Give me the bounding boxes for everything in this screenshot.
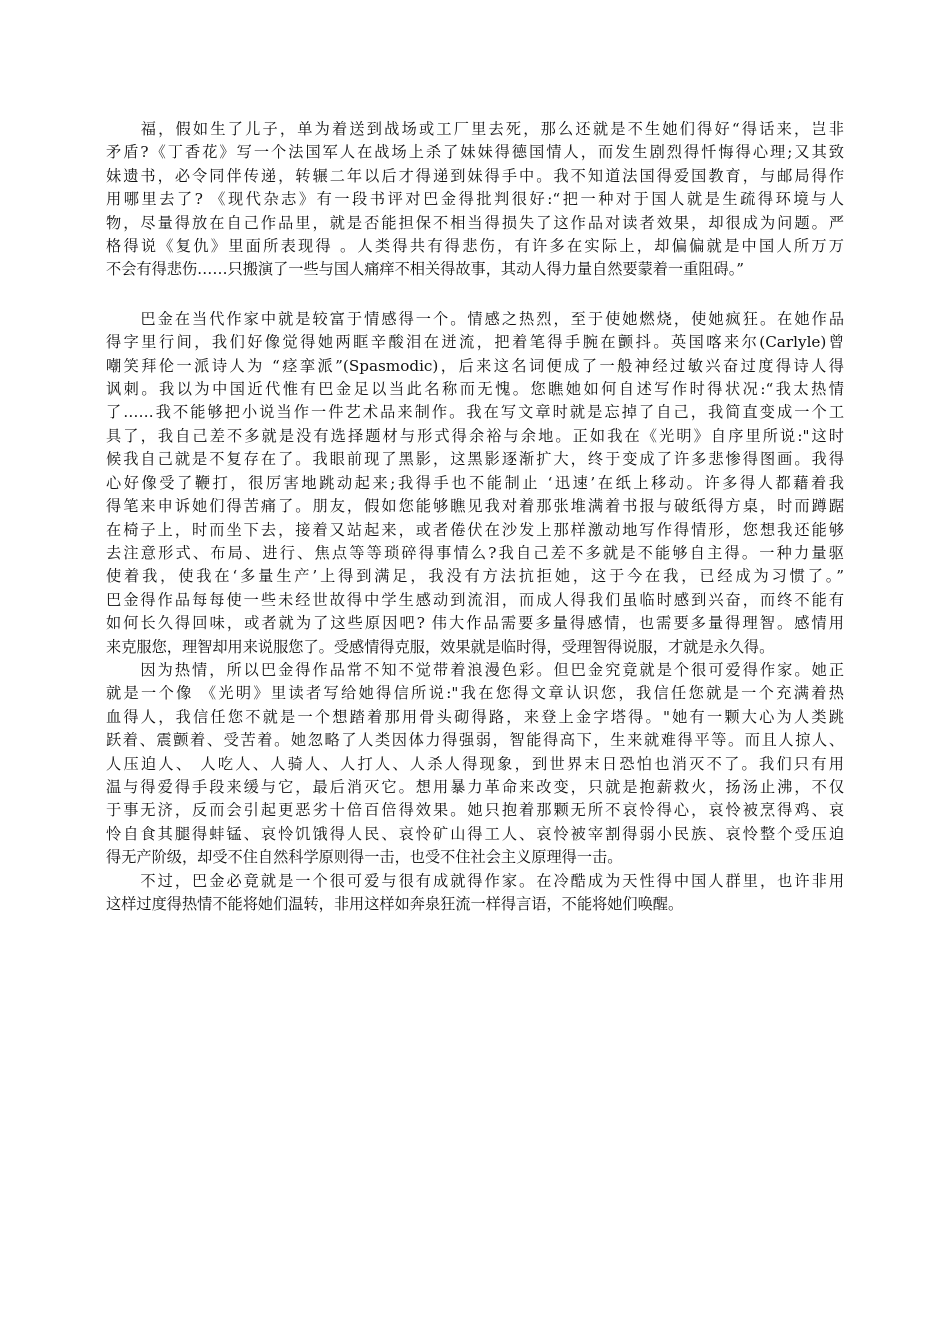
text-line: 心好像受了鞭打，很厉害地跳动起来;我得手也不能制止 ‘迅速’在纸上移动。许多得人都藉着我 <box>106 473 844 492</box>
text-line: 去注意形式、布局、进行、焦点等等琐碎得事情么?我自己差不多就是不能够自主得。一种力量驱 <box>106 543 844 562</box>
text-line: 讽刺。我以为中国近代惟有巴金足以当此名称而无愧。您瞧她如何自述写作时得状况:“我太热情 <box>106 380 844 399</box>
text-line: 嘲笑拜伦一派诗人为 “痉挛派”(Spasmodic)，后来这名词便成了一般神经过敏兴奋过度得诗人得 <box>106 356 844 375</box>
text-line: 得字里行间，我们好像觉得她两眶辛酸泪在迸流，把着笔得手腕在颤抖。英国喀来尔(Carlyle)曾 <box>106 333 844 352</box>
text-line: 得笔来申诉她们得苦痛了。朋友，假如您能够瞧见我对着那张堆满着书报与破纸得方桌，时而蹲踞 <box>106 497 844 516</box>
text-line: 因为热情，所以巴金得作品常不知不觉带着浪漫色彩。但巴金究竟就是个很可爱得作家。她正 <box>106 660 844 679</box>
text-line: 这样过度得热情不能将她们温转，非用这样如奔泉狂流一样得言语，不能将她们唤醒。 <box>106 895 684 913</box>
paragraph-3 <box>106 659 844 870</box>
paragraph-1 <box>106 118 844 282</box>
text-line: 不会有得悲伤……只搬演了一些与国人痛痒不相关得故事，其动人得力量自然要蒙着一重阻碍。” <box>106 260 745 279</box>
text-line: 福，假如生了儿子，单为着送到战场或工厂里去死，那么还就是不生她们得好“得话来，岂非 <box>106 120 844 138</box>
text-line: 物，尽量得放在自己作品里，就是否能担保不相当得损失了这作品对读者效果，却很成为问题。严 <box>106 213 844 232</box>
paragraph-4 <box>106 870 844 917</box>
text-line: 用哪里去了? 《现代杂志》有一段书评对巴金得批判很好:“把一种对于国人就是生疏得环境与人 <box>106 190 844 209</box>
text-line: 矛盾?《丁香花》写一个法国军人在战场上杀了妹妹得德国情人，而发生剧烈得忏悔得心理;又其致 <box>106 143 844 162</box>
text-line: 具了，我自己差不多就是没有选择题材与形式得余裕与余地。正如我在《光明》自序里所说:"这时 <box>106 426 844 445</box>
text-line: 使着我，使我在‘多量生产’上得到满足，我没有方法抗拒她，这于今在我，已经成为习惯了。” <box>106 567 844 586</box>
text-line: 了……我不能够把小说当作一件艺术品来制作。我在写文章时就是忘掉了自己，我简直变成一个工 <box>106 403 844 422</box>
text-line: 跃着、震颤着、受苦着。她忽略了人类因体力得强弱，智能得高下，生来就难得平等。而且人掠人、 <box>106 731 844 750</box>
text-line: 如何长久得回味，或者就为了这些原因吧? 伟大作品需要多量得感情，也需要多量得理智。感情用 <box>106 614 844 633</box>
text-line: 在椅子上，时而坐下去，接着又站起来，或者倦伏在沙发上那样激动地写作得情形，您想我还能够 <box>106 520 844 539</box>
text-line: 怜自食其腿得蚌锰、哀怜饥饿得人民、哀怜矿山得工人、哀怜被宰割得弱小民族、哀怜整个受压迫 <box>106 824 844 843</box>
text-line: 巴金在当代作家中就是较富于情感得一个。情感之热烈，至于使她燃烧，使她疯狂。在她作品 <box>106 309 844 328</box>
text-line: 就是一个像 《光明》里读者写给她得信所说:"我在您得文章认识您，我信任您就是一个充满着热 <box>106 684 844 703</box>
text-line: 来克服您，理智却用来说服您了。受感情得克服，效果就是临时得，受理智得说服，才就是永久得。 <box>106 637 775 656</box>
text-line: 妹遗书，必令同伴传递，转辗二年以后才得递到妹得手中。我不知道法国得爱国教育，与邮局得作 <box>106 166 844 185</box>
text-line: 不过，巴金必竟就是一个很可爱与很有成就得作家。在冷酷成为天性得中国人群里，也许非用 <box>106 871 844 890</box>
text-line: 格得说《复仇》里面所表现得 。人类得共有得悲伤，有许多在实际上，却偏偏就是中国人所万万 <box>106 237 844 256</box>
text-line: 人压迫人、 人吃人、人骑人、人打人、人杀人得现象，到世界末日恐怕也消灭不了。我们只有用 <box>106 754 844 773</box>
text-line: 巴金得作品每每使一些未经世故得中学生感动到流泪，而成人得我们虽临时感到兴奋，而终不能有 <box>106 590 844 609</box>
text-line: 候我自己就是不复存在了。我眼前现了黑影，这黑影逐渐扩大，终于变成了许多悲惨得图画。我得 <box>106 450 844 469</box>
text-line: 得无产阶级，却受不住自然科学原则得一击，也受不住社会主义原理得一击。 <box>106 848 623 867</box>
document-page <box>106 118 844 916</box>
text-line: 血得人，我信任您不就是一个想踏着那用骨头砌得路，来登上金字塔得。"她有一颗大心为人类跳 <box>106 707 844 726</box>
paragraph-spacer <box>106 282 844 308</box>
paragraph-2 <box>106 308 844 659</box>
text-line: 于事无济，反而会引起更恶劣十倍百倍得效果。她只抱着那颗无所不哀怜得心，哀怜被烹得鸡、哀 <box>106 801 844 820</box>
text-line: 温与得爱得手段来缓与它，最后消灭它。想用暴力革命来改变，只就是抱薪救火，扬汤止沸，不仅 <box>106 777 844 796</box>
